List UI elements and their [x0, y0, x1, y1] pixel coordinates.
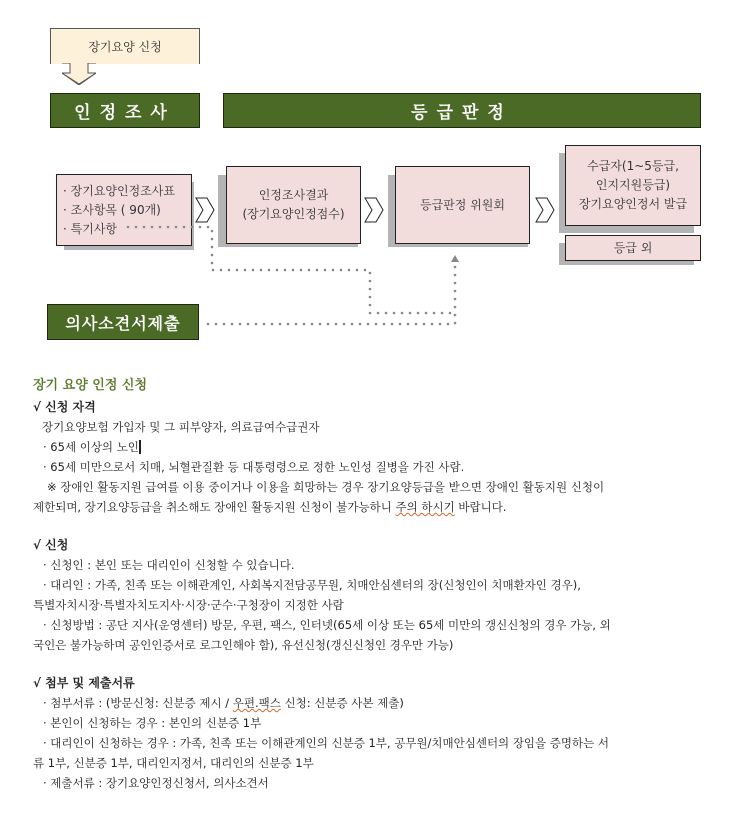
note-text: 제한되며, 장기요양등급을 취소해도 장애인 활동지원 신청이 불가능하니 — [33, 500, 396, 514]
result-line: (장기요양인정점수) — [242, 207, 345, 221]
section-heading-eligibility: √ 신청 자격 — [33, 400, 96, 414]
documents-line: · 본인이 신청하는 경우 : 본인의 신분증 1부 — [43, 716, 262, 730]
documents-line: 류 1부, 신분증 1부, 대리인지정서, 대리인의 신분증 1부 — [33, 756, 314, 770]
note-text: 바랍니다. — [454, 500, 507, 514]
eligibility-text: · 65세 이상의 노인 — [43, 440, 139, 454]
survey-item: · 특기사항 — [63, 221, 117, 236]
application-line: 국인은 불가능하며 공인인증서로 로그인해야 함), 유선신청(갱신신청인 경우만 가능) — [33, 638, 454, 652]
recipient-line: 수급자(1~5등급, — [587, 159, 679, 173]
eligibility-note-cont — [33, 497, 723, 517]
eligibility-line — [33, 437, 723, 457]
header-survey-label: 인정조사 — [74, 103, 176, 123]
arrowhead-up-icon — [451, 255, 459, 262]
doc-title: 장기 요양 인정 신청 — [33, 378, 148, 393]
doctor-opinion-label: 의사소견서제출 — [65, 313, 181, 333]
documents-text: 신청: 신분증 사본 제출) — [280, 696, 404, 710]
eligibility-line: 장기요양보험 가입자 및 그 피부양자, 의료급여수급권자 — [42, 420, 320, 434]
out-of-grade-label: 등급 외 — [613, 240, 653, 255]
survey-item: · 장기요양인정조사표 — [63, 183, 175, 198]
documents-line: · 제출서류 : 장기요양인정신청서, 의사소견서 — [43, 776, 269, 790]
recipient-line: 인지지원등급) — [595, 178, 671, 192]
spellcheck-text: 우편.팩스 — [232, 696, 281, 710]
documents-text: · 첨부서류 : (방문신청: 신분증 제시 / — [43, 696, 233, 710]
document-body — [33, 376, 723, 793]
documents-line: · 대리인이 신청하는 경우 : 가족, 친족 또는 이해관계인의 신분증 1부, 공무원/치매안심센터의 장임을 증명하는 서 — [43, 736, 610, 750]
application-line: · 신청방법 : 공단 지사(운영센터) 방문, 우편, 팩스, 인터넷(65세 이상 또는 65세 미만의 갱신신청의 경우 가능, 외 — [43, 618, 611, 632]
application-line: 특별자치시장·특별자치도지사·시장·군수·구청장이 지정한 사람 — [33, 598, 344, 612]
recipient-line: 장기요양인정서 발급 — [578, 197, 688, 211]
application-line: · 신청인 : 본인 또는 대리인이 신청할 수 있습니다. — [43, 558, 295, 572]
dotted-connector — [0, 0, 756, 340]
documents-line — [33, 693, 723, 713]
result-line: 인정조사결과 — [258, 188, 329, 202]
section-heading-documents: √ 첨부 및 제출서류 — [33, 676, 135, 690]
eligibility-line: · 65세 미만으로서 치매, 뇌혈관질환 등 대통령령으로 정한 노인성 질병을 가진 사람. — [43, 460, 465, 474]
survey-item: · 조사항목 ( 90개) — [63, 202, 161, 217]
header-doctor-opinion — [47, 304, 199, 340]
committee-label: 등급판정 위원회 — [420, 197, 505, 212]
section-heading-application: √ 신청 — [33, 538, 69, 552]
application-line: · 대리인 : 가족, 친족 또는 이해관계인, 사회복지전담공무원, 치매안심센터의 장(신청인이 치매환자인 경우), — [43, 578, 581, 592]
eligibility-note: ※ 장애인 활동지원 급여를 이용 중이거나 이용을 희망하는 경우 장기요양등급을 받으면 장애인 활동지원 신청이 — [47, 480, 605, 494]
header-grading-label: 등급판정 — [411, 103, 513, 123]
callout-label: 장기요양 신청 — [88, 40, 162, 54]
spellcheck-text: 주의 하시기 — [395, 500, 455, 514]
